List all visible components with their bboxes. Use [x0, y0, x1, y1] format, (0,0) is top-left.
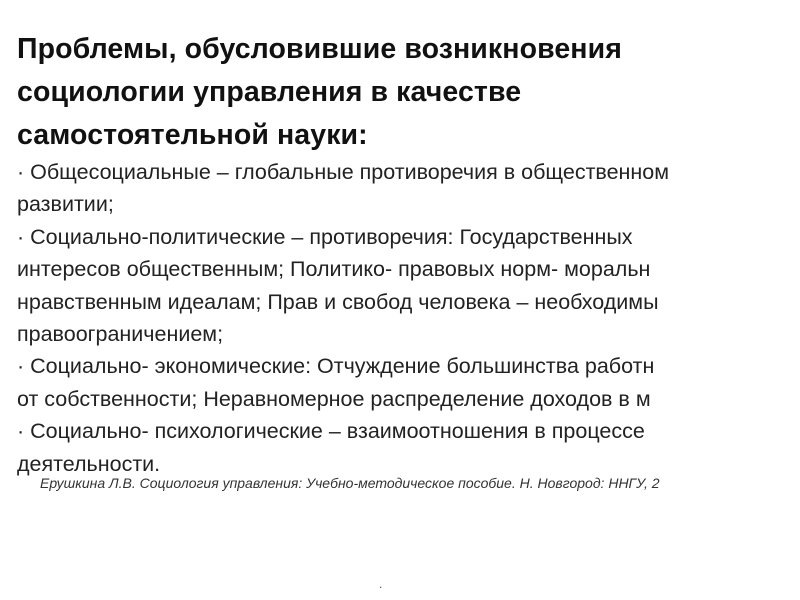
- title-line-1: Проблемы, обусловившие возникновения: [17, 33, 622, 65]
- body-line-10: деятельности.: [17, 451, 161, 476]
- slide-title: [17, 28, 797, 157]
- body-line-9: · Социально- психологические – взаимоотношения в процессе: [17, 419, 645, 444]
- title-line-3: самостоятельной науки:: [17, 119, 368, 151]
- body-line-5: нравственным идеалам; Прав и свобод человека – необходимы: [17, 289, 659, 314]
- body-line-2: развитии;: [17, 192, 114, 217]
- body-line-3: · Социально-политические – противоречия: Государственных: [17, 224, 633, 249]
- title-line-2: социологии управления в качестве: [17, 76, 522, 108]
- body-line-7: · Социально- экономические: Отчуждение большинства работн: [17, 354, 655, 379]
- source-citation: Ерушкина Л.В. Социология управления: Учебно-методическое пособие. Н. Новгород: ННГУ, 2: [40, 475, 660, 491]
- slide-body: [17, 156, 800, 480]
- body-line-6: правоограничением;: [17, 322, 224, 347]
- footer-mark: .: [379, 577, 383, 591]
- body-line-8: от собственности; Неравномерное распределение доходов в м: [17, 386, 651, 411]
- body-line-4: интересов общественным; Политико- правовых норм- моральн: [17, 257, 651, 282]
- body-line-1: · Общесоциальные – глобальные противоречия в общественном: [17, 160, 670, 184]
